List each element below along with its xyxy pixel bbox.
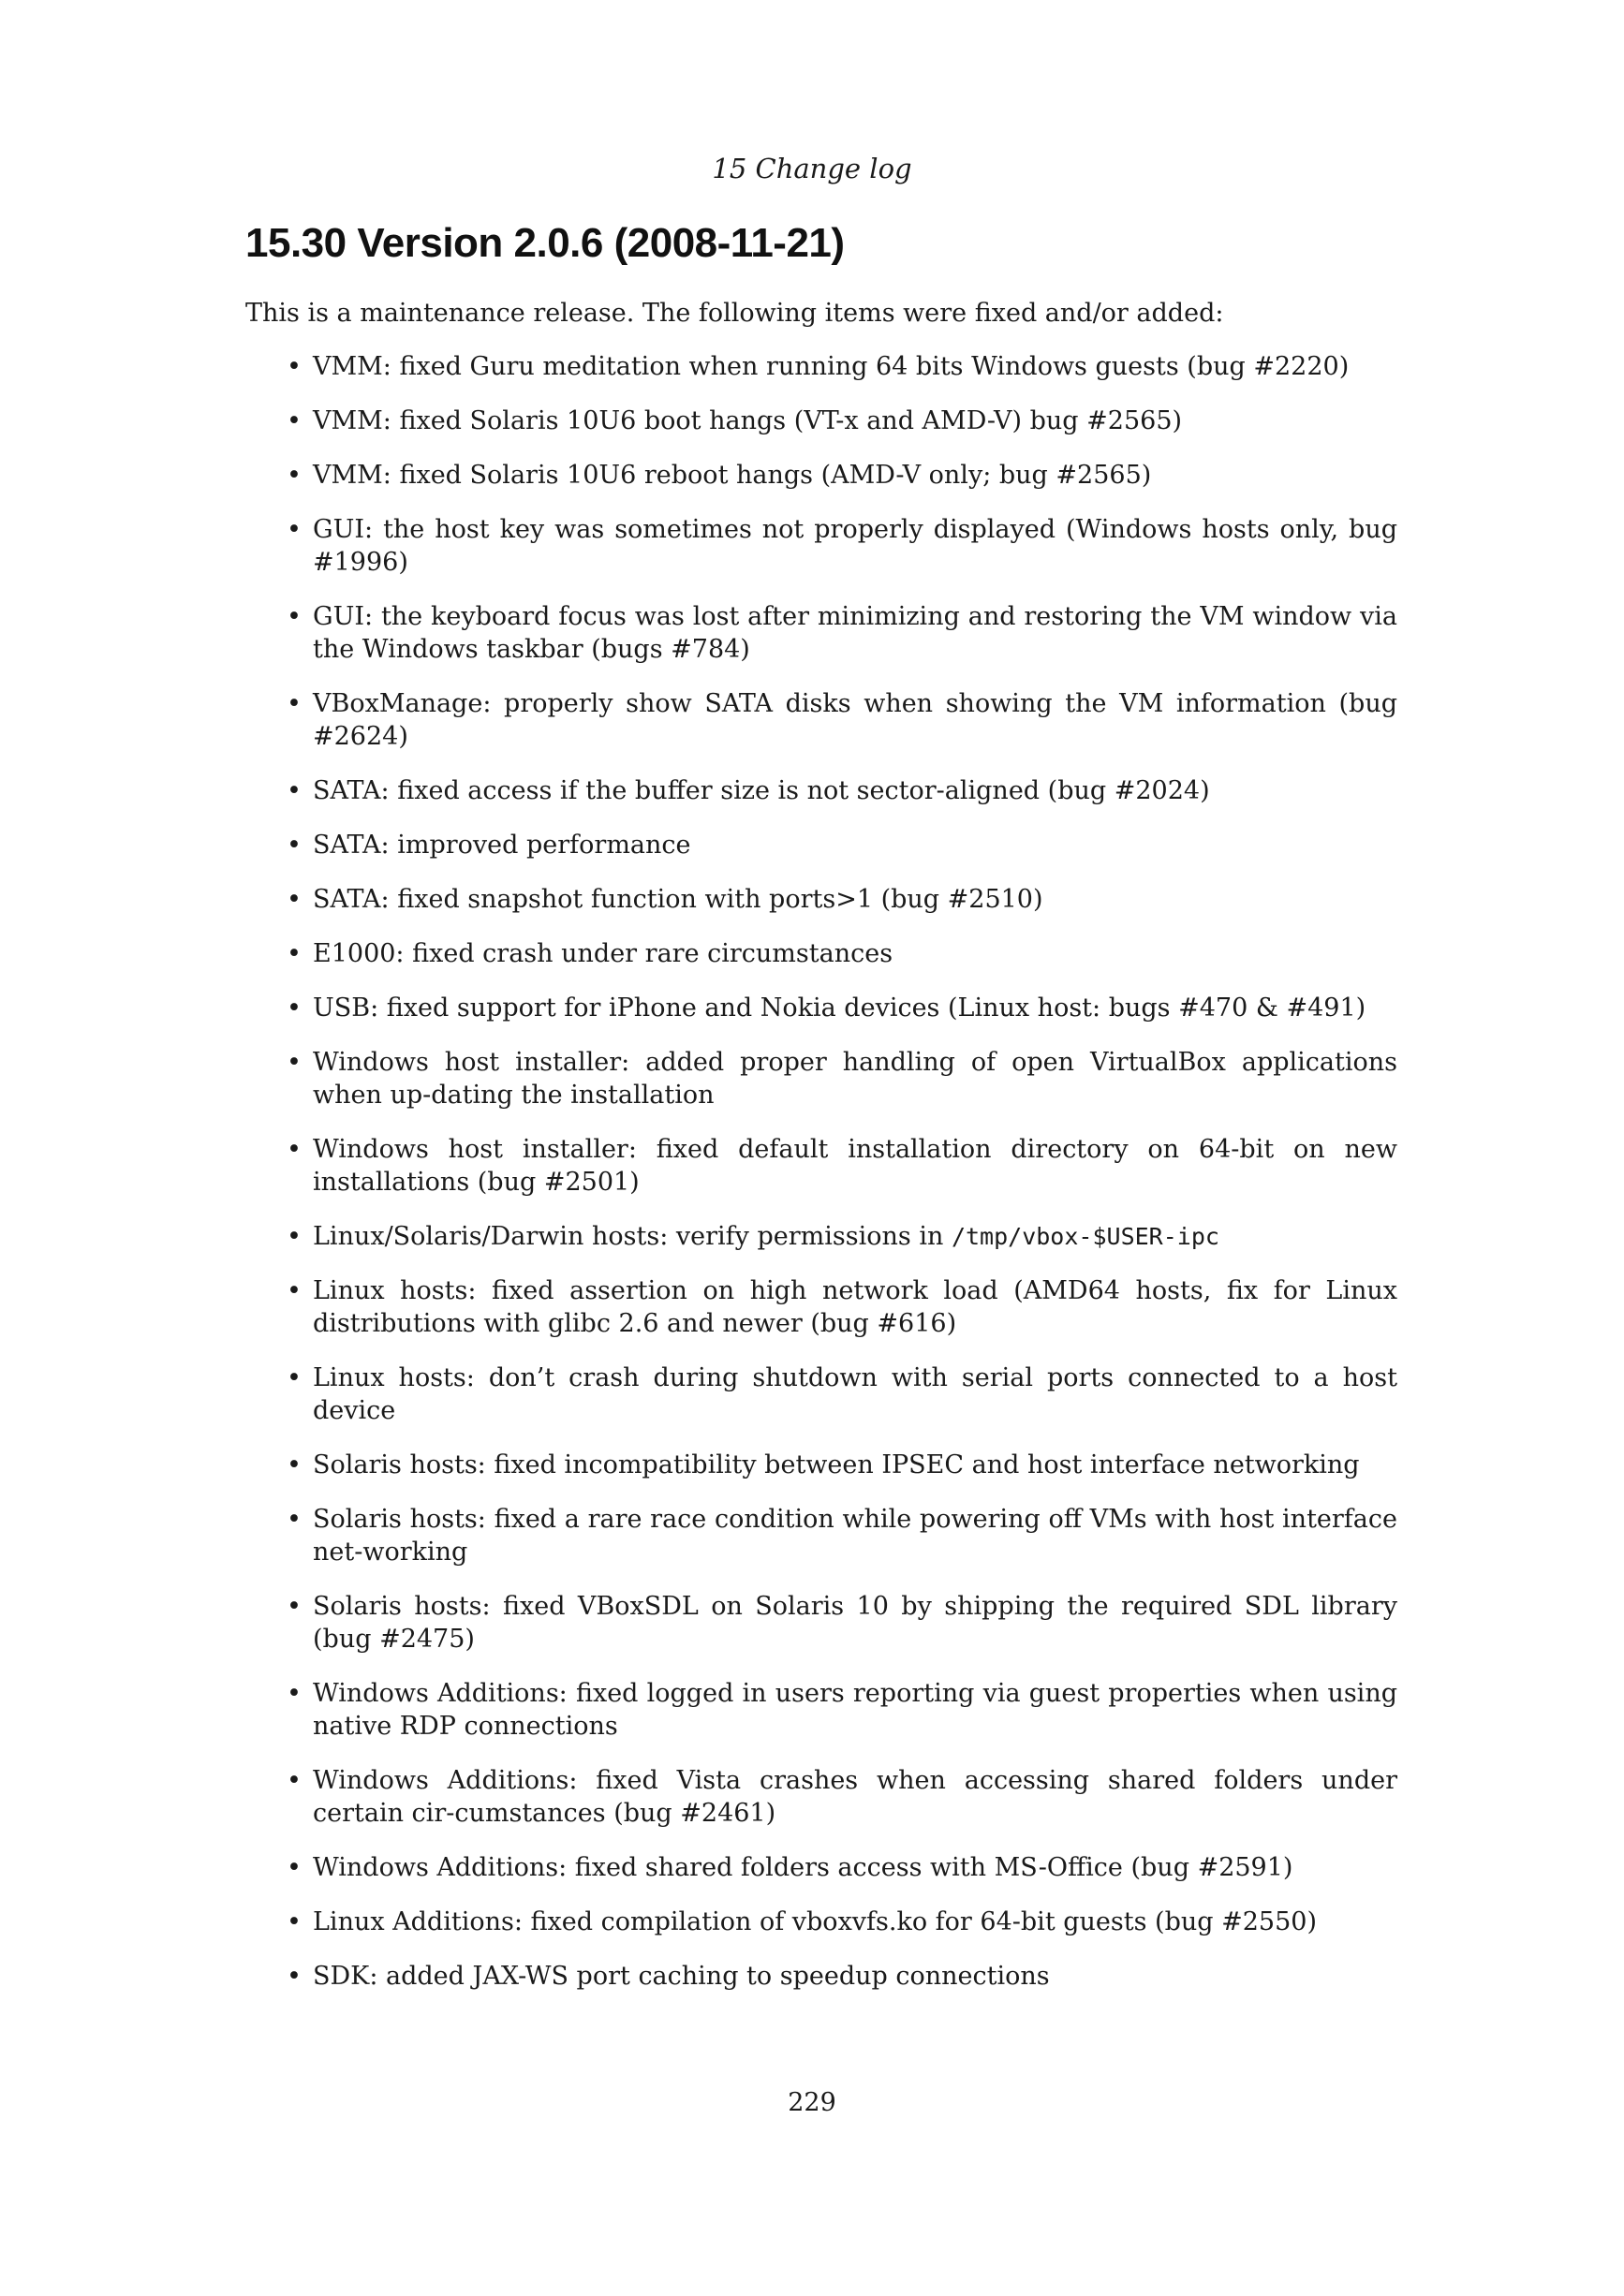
list-item bbox=[245, 1764, 1397, 1830]
list-item bbox=[245, 1590, 1397, 1656]
bullet-icon: • bbox=[287, 461, 302, 490]
list-item bbox=[245, 405, 1397, 437]
list-item-text: Solaris hosts: fixed VBoxSDL on Solaris 10 by shipping the required SDL library (bug #2475) bbox=[313, 1592, 1397, 1654]
bullet-icon: • bbox=[287, 406, 302, 435]
bullet-icon: • bbox=[287, 1505, 302, 1534]
list-item bbox=[245, 1220, 1397, 1253]
list-item-text: SDK: added JAX-WS port caching to speedup connections bbox=[313, 1962, 1050, 1991]
list-item-text: SATA: fixed snapshot function with ports>1 (bug #2510) bbox=[313, 885, 1043, 914]
bullet-icon: • bbox=[287, 1276, 302, 1305]
intro-paragraph: This is a maintenance release. The following items were fixed and/or added: bbox=[245, 299, 1224, 328]
list-item-text: VMM: fixed Solaris 10U6 reboot hangs (AMD-V only; bug #2565) bbox=[313, 461, 1152, 490]
list-item-text: Solaris hosts: fixed a rare race condition while powering off VMs with host interface net-working bbox=[313, 1505, 1397, 1567]
bullet-icon: • bbox=[287, 1135, 302, 1164]
bullet-icon: • bbox=[287, 1450, 302, 1479]
list-item bbox=[245, 600, 1397, 666]
list-item-text: Windows host installer: fixed default installation directory on 64-bit on new installations (bug #2501) bbox=[313, 1135, 1397, 1197]
list-item bbox=[245, 513, 1397, 579]
section-title: 15.30 Version 2.0.6 (2008-11-21) bbox=[245, 220, 845, 266]
list-item bbox=[245, 687, 1397, 753]
list-item-text: USB: fixed support for iPhone and Nokia devices (Linux host: bugs #470 & #491) bbox=[313, 993, 1366, 1023]
bullet-icon: • bbox=[287, 1907, 302, 1936]
bullet-icon: • bbox=[287, 776, 302, 805]
list-item bbox=[245, 1503, 1397, 1568]
bullet-icon: • bbox=[287, 1679, 302, 1708]
code-path: /tmp/vbox-$USER-ipc bbox=[951, 1223, 1219, 1250]
list-item bbox=[245, 1046, 1397, 1111]
list-item-text: GUI: the keyboard focus was lost after minimizing and restoring the VM window via the Windows taskbar (bugs #784) bbox=[313, 602, 1397, 664]
list-item-text: VBoxManage: properly show SATA disks when showing the VM information (bug #2624) bbox=[313, 689, 1397, 751]
bullet-icon: • bbox=[287, 885, 302, 914]
list-item-text: Windows host installer: added proper handling of open VirtualBox applications when up-dating the installation bbox=[313, 1048, 1397, 1110]
list-item bbox=[245, 1906, 1397, 1938]
list-item bbox=[245, 829, 1397, 861]
bullet-icon: • bbox=[287, 1766, 302, 1795]
bullet-icon: • bbox=[287, 352, 302, 381]
list-item bbox=[245, 459, 1397, 492]
list-item-text: E1000: fixed crash under rare circumstances bbox=[313, 939, 893, 968]
list-item bbox=[245, 992, 1397, 1024]
list-item bbox=[245, 883, 1397, 916]
list-item-text: SATA: fixed access if the buffer size is not sector-aligned (bug #2024) bbox=[313, 776, 1210, 805]
bullet-icon: • bbox=[287, 1048, 302, 1077]
list-item-text: SATA: improved performance bbox=[313, 831, 691, 860]
page-number: 229 bbox=[788, 2088, 836, 2117]
bullet-icon: • bbox=[287, 993, 302, 1023]
list-item bbox=[245, 1361, 1397, 1427]
bullet-icon: • bbox=[287, 831, 302, 860]
list-item bbox=[245, 774, 1397, 807]
list-item-text: Windows Additions: fixed shared folders access with MS-Office (bug #2591) bbox=[313, 1853, 1293, 1882]
list-item-text: VMM: fixed Solaris 10U6 boot hangs (VT-x and AMD-V) bug #2565) bbox=[313, 406, 1183, 435]
changelog-list bbox=[245, 350, 1397, 2014]
bullet-icon: • bbox=[287, 1962, 302, 1991]
list-item bbox=[245, 1274, 1397, 1340]
list-item bbox=[245, 937, 1397, 970]
bullet-icon: • bbox=[287, 689, 302, 718]
bullet-icon: • bbox=[287, 515, 302, 544]
list-item bbox=[245, 350, 1397, 383]
running-header: 15 Change log bbox=[712, 153, 912, 184]
list-item bbox=[245, 1133, 1397, 1199]
bullet-icon: • bbox=[287, 1363, 302, 1392]
list-item bbox=[245, 1851, 1397, 1884]
list-item-text: Solaris hosts: fixed incompatibility between IPSEC and host interface networking bbox=[313, 1450, 1360, 1479]
list-item-text: Linux/Solaris/Darwin hosts: verify permissions in bbox=[313, 1222, 952, 1251]
list-item-text: Linux hosts: don’t crash during shutdown with serial ports connected to a host device bbox=[313, 1363, 1397, 1425]
list-item bbox=[245, 1960, 1397, 1993]
bullet-icon: • bbox=[287, 939, 302, 968]
bullet-icon: • bbox=[287, 1222, 302, 1251]
list-item-text: VMM: fixed Guru meditation when running 64 bits Windows guests (bug #2220) bbox=[313, 352, 1350, 381]
bullet-icon: • bbox=[287, 602, 302, 631]
list-item-text: Windows Additions: fixed Vista crashes when accessing shared folders under certain cir-cumstances (bug #2461) bbox=[313, 1766, 1397, 1828]
list-item-text: Windows Additions: fixed logged in users reporting via guest properties when using native RDP connections bbox=[313, 1679, 1397, 1741]
list-item-text: GUI: the host key was sometimes not properly displayed (Windows hosts only, bug #1996) bbox=[313, 515, 1397, 577]
list-item-text: Linux Additions: fixed compilation of vboxvfs.ko for 64-bit guests (bug #2550) bbox=[313, 1907, 1317, 1936]
list-item bbox=[245, 1677, 1397, 1743]
bullet-icon: • bbox=[287, 1592, 302, 1621]
list-item-text: Linux hosts: fixed assertion on high network load (AMD64 hosts, fix for Linux distributions with glibc 2.6 and newer (bug #616) bbox=[313, 1276, 1397, 1338]
list-item bbox=[245, 1449, 1397, 1481]
bullet-icon: • bbox=[287, 1853, 302, 1882]
